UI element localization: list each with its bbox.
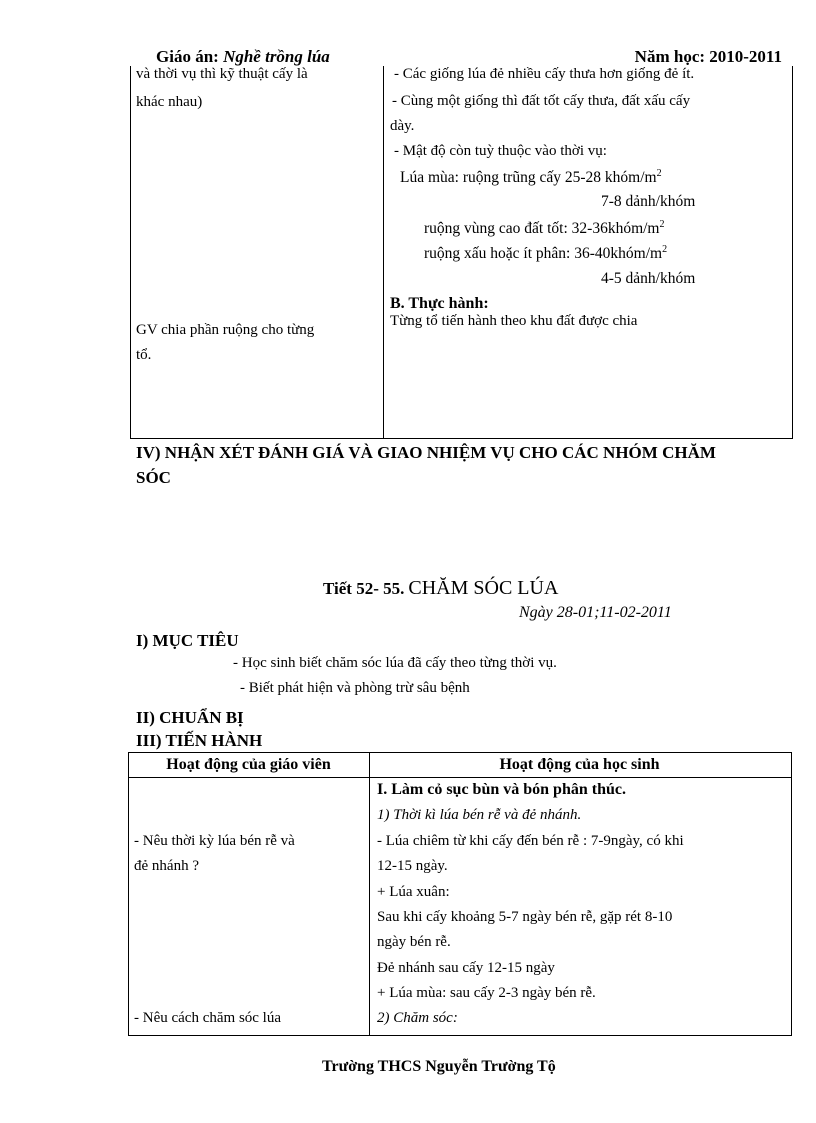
header-subject: Nghề trồng lúa — [223, 47, 330, 66]
t1-right-line: - Cùng một giống thì đất tốt cấy thưa, đất xấu cấy — [392, 93, 691, 109]
table-divider — [383, 66, 384, 438]
student-line: Sau khi cấy khoảng 5-7 ngày bén rễ, gặp rét 8-10 — [377, 909, 673, 925]
header-label: Giáo án: — [156, 47, 219, 66]
student-line: + Lúa mùa: sau cấy 2-3 ngày bén rễ. — [377, 985, 596, 1001]
student-line: + Lúa xuân: — [377, 884, 450, 900]
student-line: - Lúa chiêm từ khi cấy đến bén rễ : 7-9ngày, có khi — [377, 833, 684, 849]
student-subheading: 1) Thời kì lúa bén rễ và đẻ nhánh. — [377, 807, 582, 823]
section-iv-line1: IV) NHẬN XÉT ĐÁNH GIÁ VÀ GIAO NHIỆM VỤ CHO CÁC NHÓM CHĂM — [136, 443, 716, 462]
col-header-teacher: Hoạt động của giáo viên — [166, 756, 331, 773]
table-divider — [369, 753, 370, 1035]
t1-left-line: tổ. — [136, 347, 152, 363]
t1-left-line: và thời vụ thì kỹ thuật cấy là — [136, 66, 308, 82]
col-header-student: Hoạt động của học sinh — [499, 756, 660, 773]
header-left — [156, 47, 330, 67]
student-line: Đẻ nhánh sau cấy 12-15 ngày — [377, 960, 555, 976]
t1-left-line: khác nhau) — [136, 94, 203, 110]
objective-item: - Học sinh biết chăm sóc lúa đã cấy theo từng thời vụ. — [233, 655, 557, 671]
teacher-line: đẻ nhánh ? — [134, 858, 199, 874]
t1-right-line: ruộng vùng cao đất tốt: $32-36khóm/m^2$ — [424, 219, 665, 238]
header-year: Năm học: 2010-2011 — [634, 47, 782, 66]
t1-right-line: - Các giống lúa đẻ nhiều cấy thưa hơn giống đẻ ít. — [394, 66, 695, 82]
lesson-title — [323, 577, 558, 600]
objectives-heading: I) MỤC TIÊU — [136, 631, 239, 650]
student-line: 12-15 ngày. — [377, 858, 448, 874]
t1-right-line: - Mật độ còn tuỳ thuộc vào thời vụ: — [394, 143, 607, 159]
teacher-line: - Nêu cách chăm sóc lúa — [134, 1010, 282, 1026]
t1-right-line: 7-8 dảnh/khóm — [601, 193, 696, 210]
objective-item: - Biết phát hiện và phòng trừ sâu bệnh — [240, 680, 470, 696]
table-header-rule — [129, 777, 791, 778]
section-iv-line2: SÓC — [136, 468, 171, 487]
t1-left-line: GV chia phần ruộng cho từng — [136, 322, 315, 338]
lesson-date: Ngày 28-01;11-02-2011 — [519, 604, 672, 621]
practice-heading: B. Thực hành: — [390, 295, 489, 312]
lesson-name: CHĂM SÓC LÚA — [408, 577, 559, 599]
student-line: ngày bén rễ. — [377, 934, 451, 950]
t1-right-line: dày. — [390, 118, 415, 134]
prep-heading: II) CHUẨN BỊ — [136, 708, 244, 727]
teacher-line: - Nêu thời kỳ lúa bén rễ và — [134, 833, 295, 849]
practice-text: Từng tổ tiến hành theo khu đất được chia — [390, 313, 638, 329]
t1-right-line: ruộng xấu hoặc ít phân: $36-40khóm/m^2$ — [424, 244, 668, 263]
student-subheading: 2) Chăm sóc: — [377, 1010, 458, 1026]
student-heading: I. Làm cỏ sục bùn và bón phân thúc. — [377, 781, 626, 798]
proceed-heading: III) TIẾN HÀNH — [136, 731, 263, 750]
t1-right-line: Lúa mùa: ruộng trũng cấy 25-28 khóm/$m^2$ — [400, 168, 662, 187]
footer-school: Trường THCS Nguyễn Trường Tộ — [322, 1058, 556, 1075]
t1-right-line: 4-5 dảnh/khóm — [601, 270, 696, 287]
lesson-period: Tiết 52- 55. — [323, 579, 405, 598]
